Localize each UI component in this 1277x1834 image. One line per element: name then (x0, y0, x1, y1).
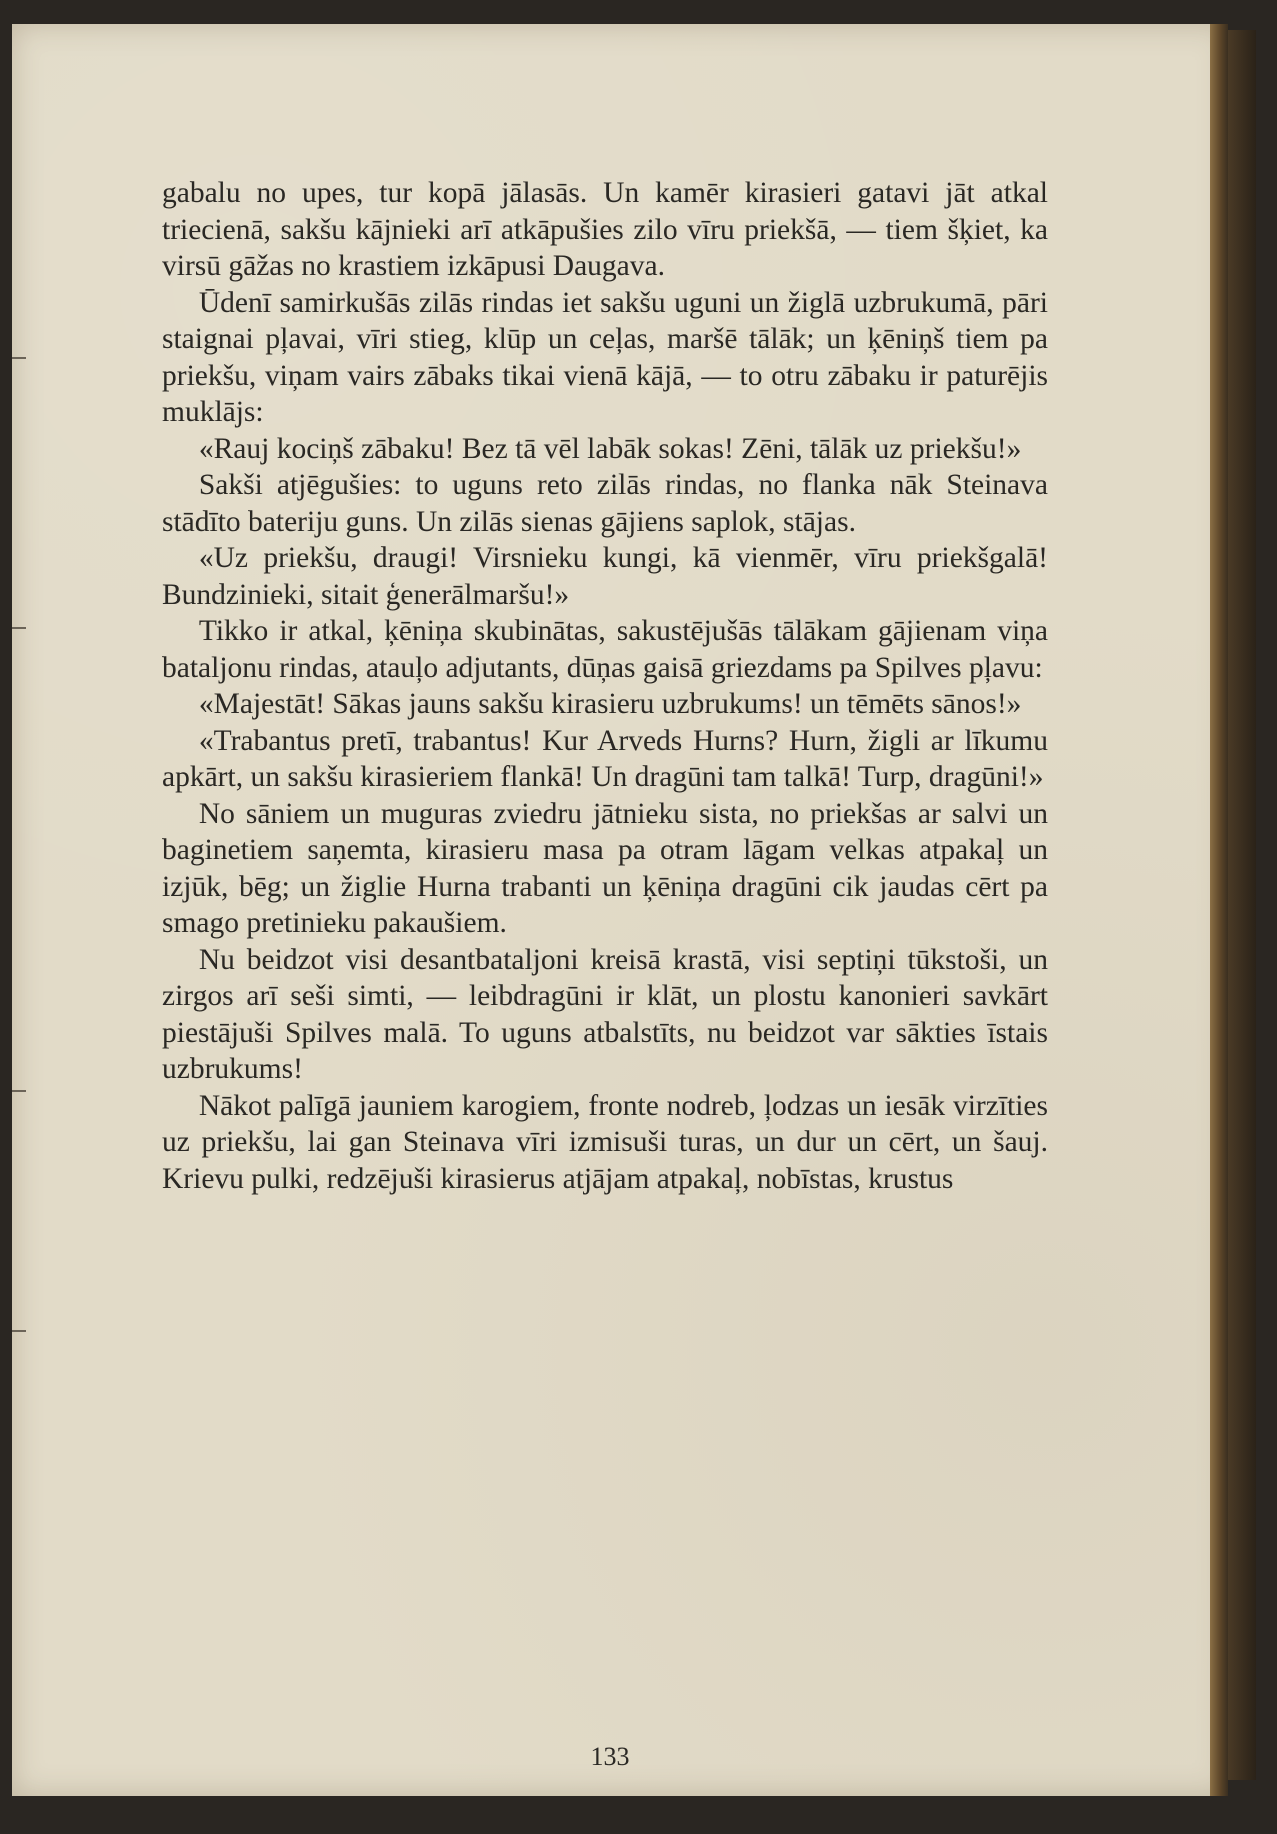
margin-mark (12, 357, 26, 359)
body-text (162, 175, 1048, 1197)
paragraph: gabalu no upes, tur kopā jālasās. Un kamēr kirasieri gatavi jāt atkal triecienā, sakšu kājnieki arī atkāpušies zilo vīru priekšā, — tiem šķiet, ka virsū gāžas no krastiem izkāpusi Daugava. (162, 177, 1048, 282)
margin-mark (12, 627, 26, 629)
paragraph: «Trabantus pretī, trabantus! Kur Arveds Hurns? Hurn, žigli ar līkumu apkārt, un sakšu kirasieriem flankā! Un dragūni tam talkā! Turp, dragūni!» (162, 724, 1048, 793)
paragraph: Tikko ir atkal, ķēniņa skubinātas, sakustējušās tālākam gājienam viņa bataljonu rindas, atauļo adjutants, dūņas gaisā griezdams pa Spilves pļavu: (162, 615, 1048, 684)
paragraph: Sakši atjēgušies: to uguns reto zilās rindas, no flanka nāk Steinava stādīto bateriju guns. Un zilās sienas gājiens saplok, stājas. (162, 469, 1048, 538)
book-edge (1228, 30, 1256, 1780)
paragraph: No sāniem un muguras zviedru jātnieku sista, no priekšas ar salvi un baginetiem saņemta, kirasieru masa pa otram lāgam velkas atpakaļ un izjūk, bēg; un žiglie Hurna trabanti un ķēniņa dragūni cik jaudas cērt pa smago pretinieku pakaušiem. (162, 797, 1048, 939)
paragraph: Ūdenī samirkušās zilās rindas iet sakšu uguni un žiglā uzbrukumā, pāri staignai pļavai, vīri stieg, klūp un ceļas, maršē tālāk; un ķēniņš tiem pa priekšu, viņam vairs zābaks tikai vienā kājā, — to otru zābaku ir paturējis muklājs: (162, 286, 1048, 428)
paragraph: «Majestāt! Sākas jauns sakšu kirasieru uzbrukums! un tēmēts sānos!» (198, 688, 1022, 720)
paragraph: «Uz priekšu, draugi! Virsnieku kungi, kā vienmēr, vīru priekšgalā! Bundzinieki, sitait ģenerālmaršu!» (162, 542, 1048, 611)
paragraph: Nu beidzot visi desantbataljoni kreisā krastā, visi septiņi tūkstoši, un zirgos arī seši simti, — leibdragūni ir klāt, un plostu kanonieri savkārt piestājuši Spilves malā. To uguns atbalstīts, nu beidzot var sākties īstais uzbrukums! (162, 943, 1048, 1085)
paragraph: Nākot palīgā jauniem karogiem, fronte nodreb, ļodzas un iesāk virzīties uz priekšu, lai gan Steinava vīri izmisuši turas, un dur un cērt, un šauj. Krievu pulki, redzējuši kirasierus atjājam atpakaļ, nobīstas, krustus (162, 1089, 1048, 1195)
page-number: 133 (590, 1742, 630, 1771)
paragraph: «Rauj kociņš zābaku! Bez tā vēl labāk sokas! Zēni, tālāk uz priekšu!» (198, 432, 1022, 465)
margin-mark (12, 1330, 26, 1332)
page-spine-shadow (1210, 24, 1228, 1796)
margin-mark (12, 1090, 26, 1092)
